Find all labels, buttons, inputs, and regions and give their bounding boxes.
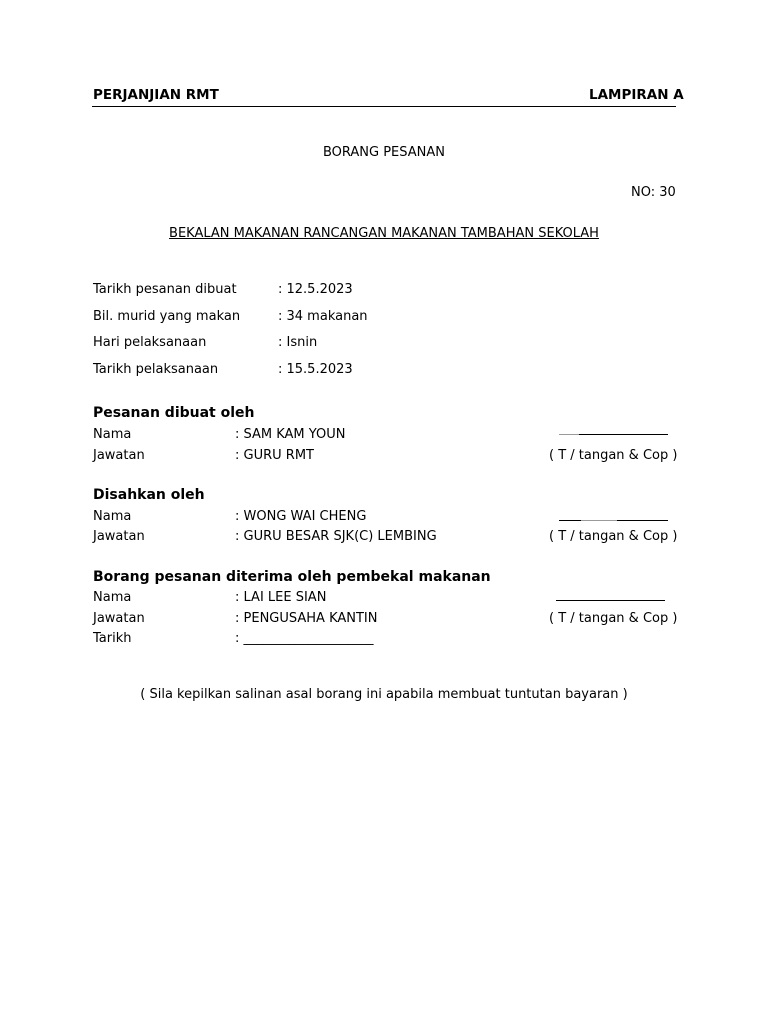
header-title: PERJANJIAN RMT (93, 87, 219, 103)
position-label: Jawatan (93, 611, 145, 626)
header-appendix: LAMPIRAN A (589, 87, 684, 103)
footnote: ( Sila kepilkan salinan asal borang ini apabila membuat tuntutan bayaran ) (140, 687, 628, 702)
form-subtitle-text: BEKALAN MAKANAN RANCANGAN MAKANAN TAMBAHAN SEKOLAH (169, 226, 599, 241)
name-value: : WONG WAI CHENG (235, 509, 367, 524)
date-value: : ____________________ (235, 631, 374, 646)
form-title: BORANG PESANAN (322, 145, 446, 160)
section-heading-ordered-by: Pesanan dibuat oleh (93, 405, 255, 421)
detail-value: : 15.5.2023 (278, 362, 353, 377)
section-heading-received-by: Borang pesanan diterima oleh pembekal makanan (93, 569, 491, 585)
detail-value: : 34 makanan (278, 309, 368, 324)
detail-label: Bil. murid yang makan (93, 309, 241, 324)
signature-line (559, 520, 581, 521)
detail-value: : 12.5.2023 (278, 282, 353, 297)
signature-line (579, 434, 668, 435)
signature-note: ( T / tangan & Cop ) (549, 529, 678, 544)
position-label: Jawatan (93, 448, 145, 463)
name-label: Nama (93, 509, 132, 524)
name-label: Nama (93, 590, 132, 605)
name-value: : SAM KAM YOUN (235, 427, 346, 442)
position-label: Jawatan (93, 529, 145, 544)
signature-line (581, 520, 617, 521)
detail-label: Tarikh pelaksanaan (93, 362, 219, 377)
form-subtitle (0, 227, 768, 240)
name-value: : LAI LEE SIAN (235, 590, 327, 605)
signature-line (559, 434, 579, 435)
detail-label: Tarikh pesanan dibuat (93, 282, 237, 297)
position-value: : GURU BESAR SJK(C) LEMBING (235, 529, 437, 544)
form-number: NO: 30 (631, 185, 676, 200)
position-value: : GURU RMT (235, 448, 314, 463)
section-heading-approved-by: Disahkan oleh (93, 487, 205, 503)
detail-value: : Isnin (278, 335, 318, 350)
detail-label: Hari pelaksanaan (93, 335, 207, 350)
position-value: : PENGUSAHA KANTIN (235, 611, 378, 626)
signature-note: ( T / tangan & Cop ) (549, 448, 678, 463)
signature-line (617, 520, 668, 521)
date-label: Tarikh (93, 631, 132, 646)
name-label: Nama (93, 427, 132, 442)
signature-line (556, 600, 665, 601)
header-rule (92, 106, 676, 107)
signature-note: ( T / tangan & Cop ) (549, 611, 678, 626)
